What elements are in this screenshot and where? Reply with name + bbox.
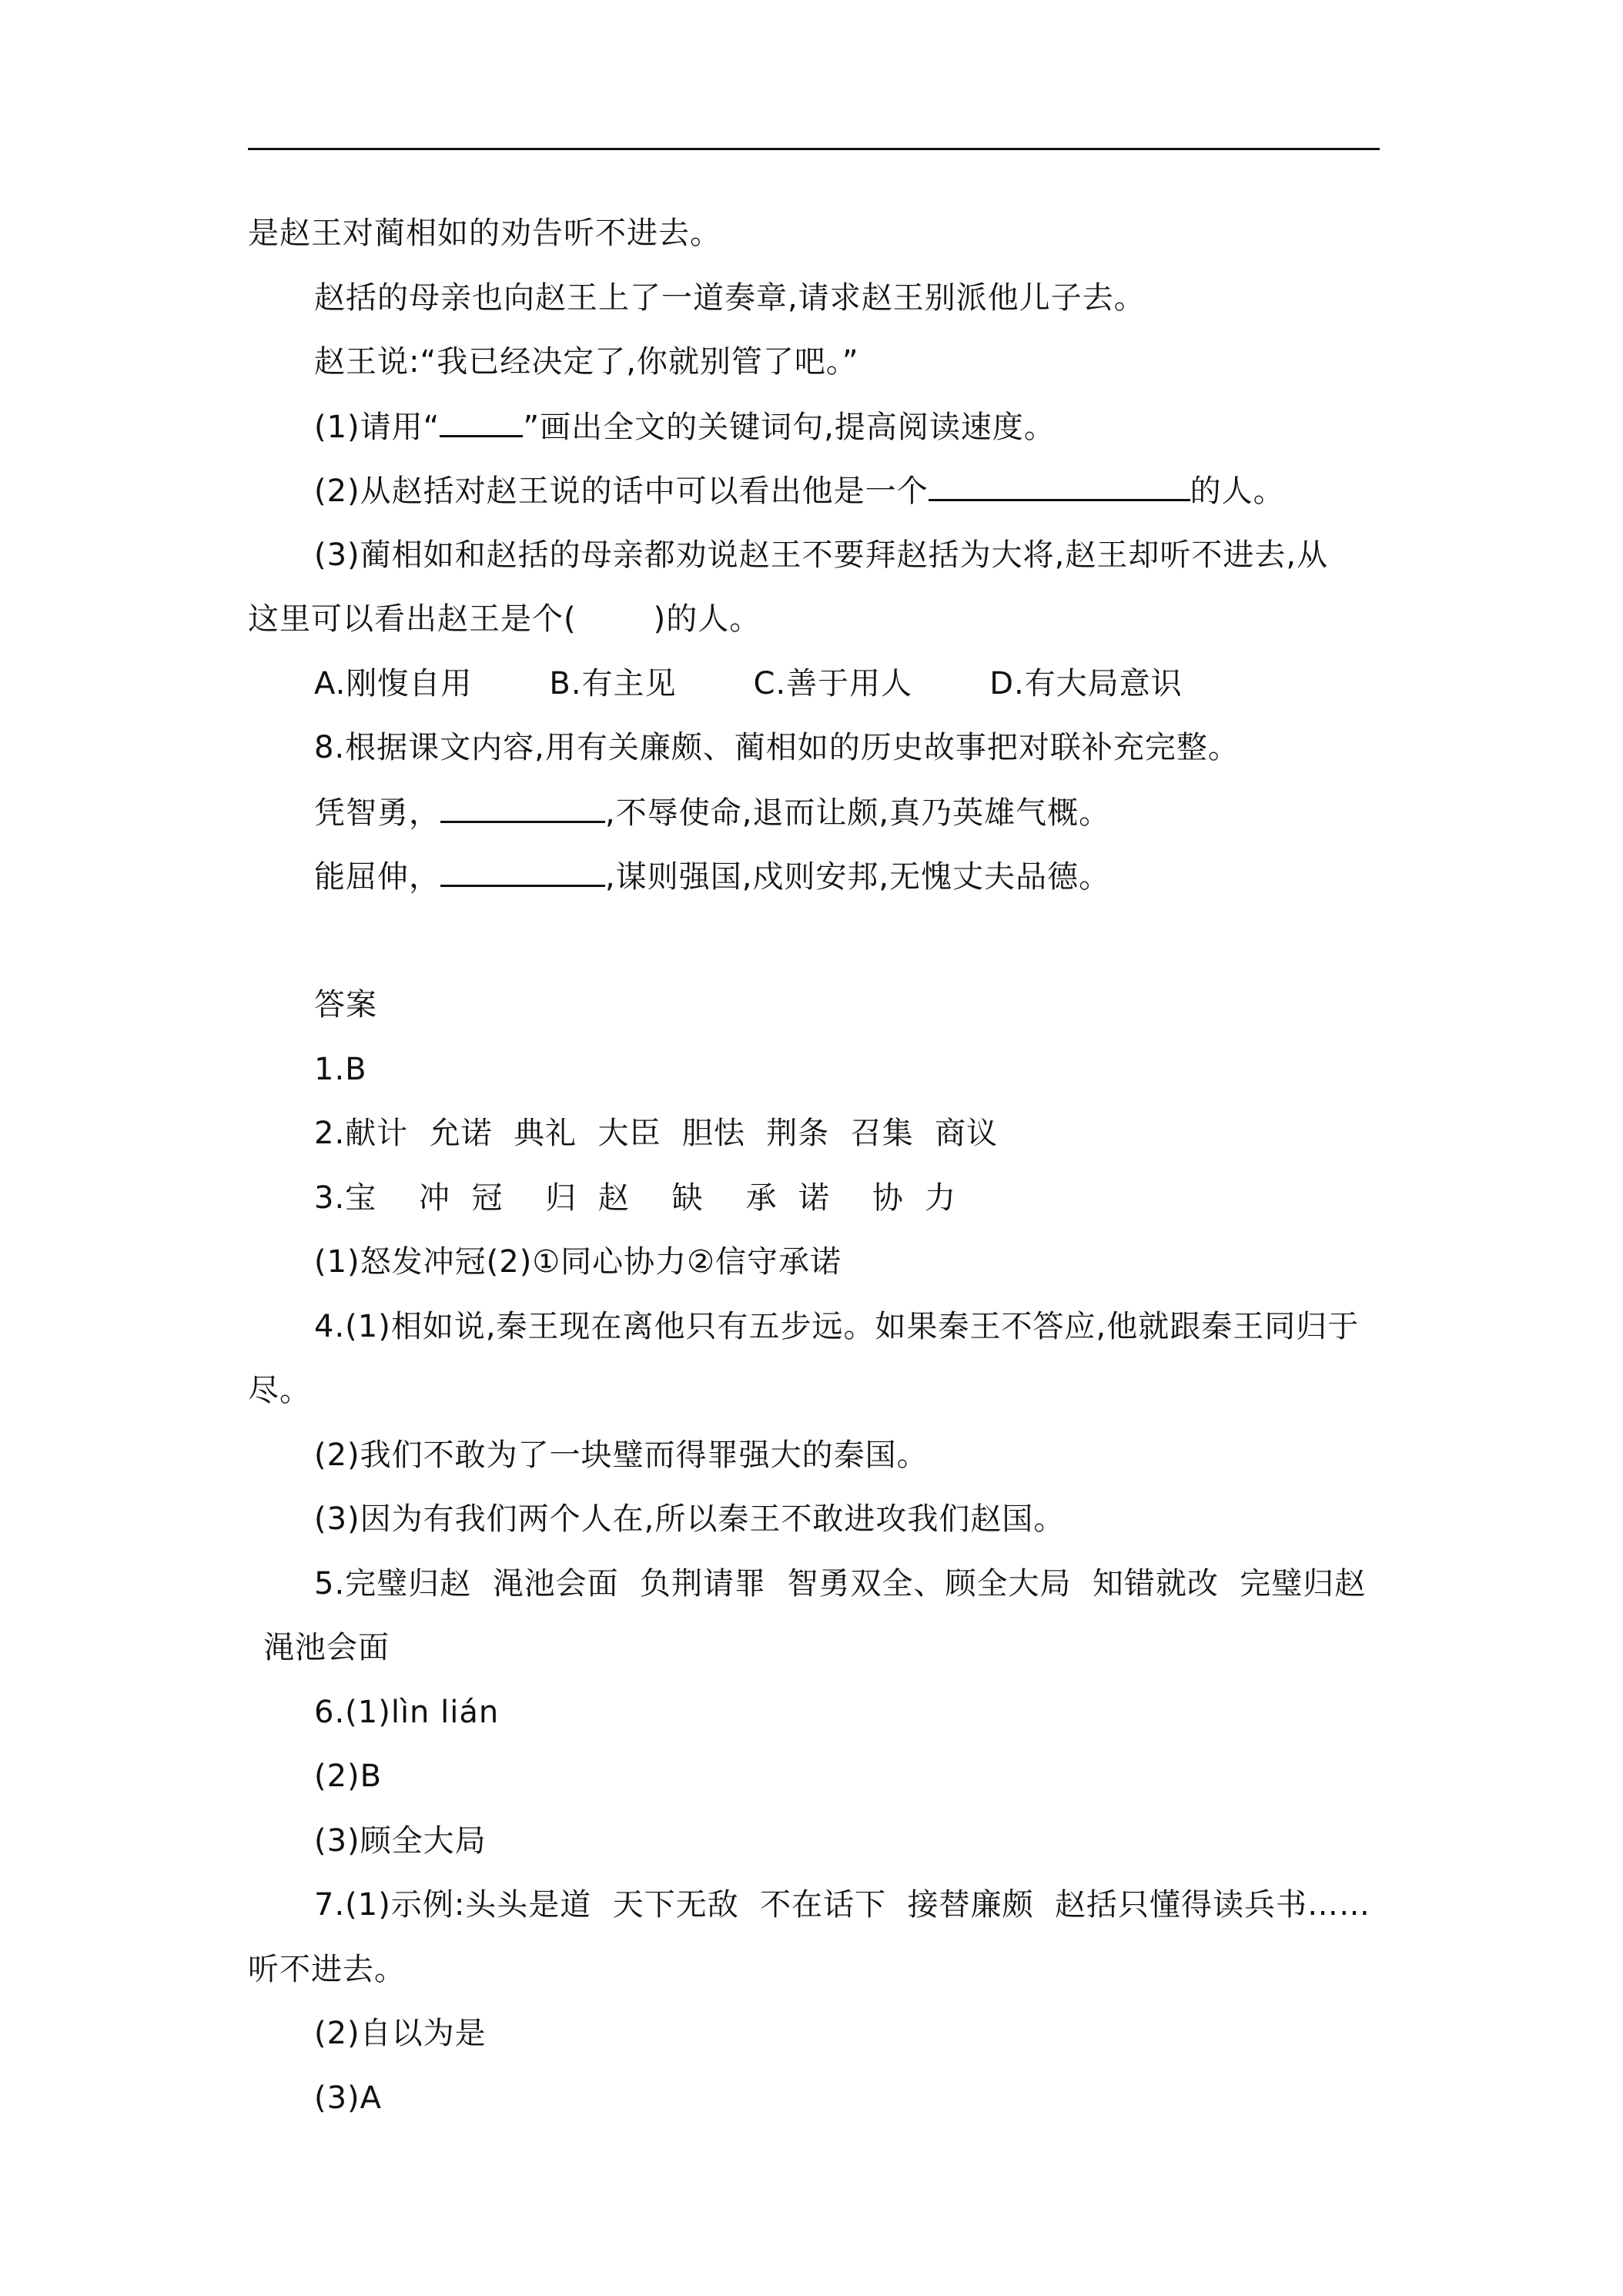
answer-4-2: (2)我们不敢为了一块璧而得罪强大的秦国。 [314, 1437, 929, 1473]
underline-sample [440, 395, 523, 437]
passage-line: 赵王说:“我已经决定了,你就别管了吧。” [314, 344, 859, 380]
answer-3-sub: (1)怒发冲冠(2)①同心协力②信守承诺 [314, 1244, 842, 1280]
answers-heading: 答案 [314, 987, 377, 1022]
question-8: 8.根据课文内容,用有关廉颇、蔺相如的历史故事把对联补充完整。 [314, 730, 1240, 765]
question-7-1 [248, 395, 1380, 460]
answer-7-3: (3)A [314, 2080, 383, 2116]
question-7-2 [248, 459, 1380, 524]
spacer [248, 909, 1380, 974]
question-text: (1)请用“ [314, 409, 440, 445]
couplet-line-2 [248, 845, 1380, 909]
answer-blank[interactable] [929, 459, 1190, 501]
question-text: )的人。 [653, 601, 761, 637]
question-7-3-cont [248, 587, 1380, 652]
answer-7-1: 7.(1)示例:头头是道 天下无敌 不在话下 接替廉颇 赵括只懂得读兵书…… [314, 1887, 1371, 1923]
question-text: ”画出全文的关键词句,提高阅读速度。 [523, 409, 1056, 445]
answer-4: 4.(1)相如说,秦王现在离他只有五步远。如果秦王不答应,他就跟秦王同归于 [314, 1308, 1360, 1344]
option-b: B.有主见 [549, 665, 677, 701]
answer-7-2: (2)自以为是 [314, 2016, 487, 2051]
question-text: 这里可以看出赵王是个( [248, 601, 577, 637]
couplet-text: 能屈伸， [314, 859, 440, 895]
options-row [248, 652, 1380, 717]
option-c: C.善于用人 [753, 665, 913, 701]
passage-line: 赵括的母亲也向赵王上了一道奏章,请求赵王别派他儿子去。 [314, 279, 1146, 316]
answer-5: 5.完璧归赵 渑池会面 负荆请罪 智勇双全、顾全大局 知错就改 完璧归赵 [314, 1565, 1367, 1602]
answer-1: 1.B [314, 1051, 367, 1087]
option-d: D.有大局意识 [989, 665, 1183, 701]
answer-7-1-cont: 听不进去。 [248, 1951, 406, 1987]
answer-blank[interactable] [440, 781, 605, 823]
answer-2: 2.献计 允诺 典礼 大臣 胆怯 荆条 召集 商议 [314, 1116, 999, 1151]
question-text: (2)从赵括对赵王说的话中可以看出他是一个 [314, 474, 929, 509]
answer-4-cont: 尽。 [248, 1373, 311, 1408]
answer-6-1: 6.(1)lìn lián [314, 1694, 500, 1730]
document-body [248, 202, 1380, 2130]
answer-6-3: (3)顾全大局 [314, 1822, 487, 1859]
couplet-line-1 [248, 781, 1380, 845]
answer-3: 3.宝 冲 冠 归 赵 缺 承 诺 协 力 [314, 1180, 957, 1216]
passage-line: 是赵王对蔺相如的劝告听不进去。 [248, 216, 721, 251]
header-rule [248, 148, 1380, 150]
couplet-text: ,不辱使命,退而让颇,真乃英雄气概。 [605, 795, 1111, 831]
answer-4-3: (3)因为有我们两个人在,所以秦王不敢进攻我们赵国。 [314, 1501, 1066, 1537]
answer-6-2: (2)B [314, 1759, 383, 1794]
question-7-3: (3)蔺相如和赵括的母亲都劝说赵王不要拜赵括为大将,赵王却听不进去,从 [314, 537, 1329, 573]
answer-blank[interactable] [440, 845, 605, 887]
option-a: A.刚愎自用 [314, 665, 473, 701]
couplet-text: 凭智勇， [314, 795, 440, 831]
answer-5-cont: 渑池会面 [263, 1630, 390, 1665]
question-text: 的人。 [1190, 474, 1285, 509]
couplet-text: ,谋则强国,戍则安邦,无愧丈夫品德。 [605, 859, 1111, 895]
